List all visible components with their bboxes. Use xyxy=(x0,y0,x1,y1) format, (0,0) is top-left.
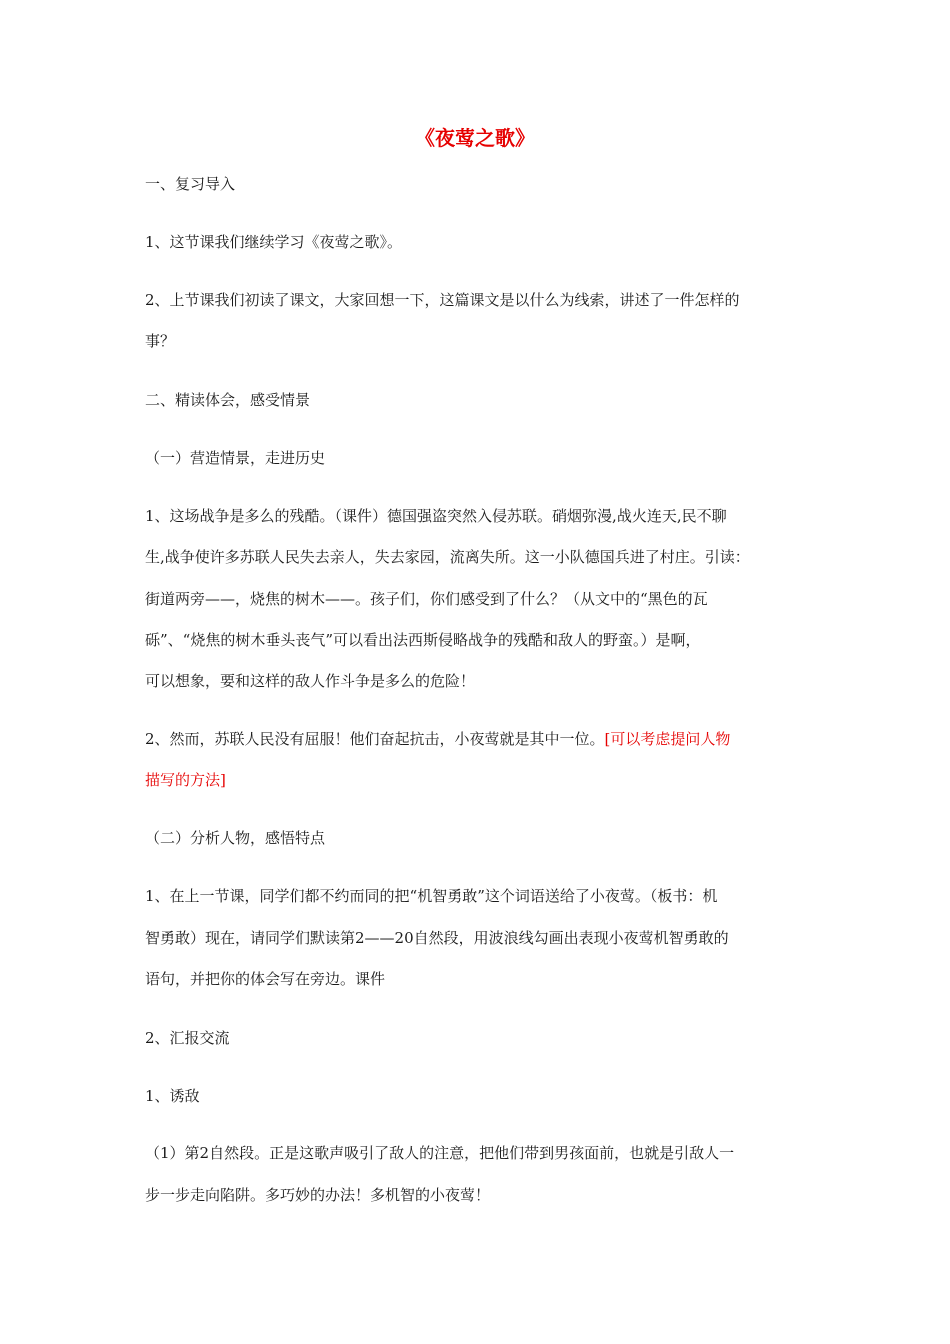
paragraph-line: 2、汇报交流 xyxy=(145,1029,230,1047)
teacher-note: 描写的方法] xyxy=(145,771,226,789)
paragraph-line: 智勇敢）现在，请同学们默读第2——20自然段，用波浪线勾画出表现小夜莺机智勇敢的 xyxy=(145,929,729,947)
paragraph-text: 2、然而，苏联人民没有屈服！他们奋起抗击，小夜莺就是其中一位。 xyxy=(145,730,605,748)
section-heading: 一、复习导入 xyxy=(145,175,236,193)
paragraph-line: 1、诱敌 xyxy=(145,1087,200,1105)
section-heading: 二、精读体会，感受情景 xyxy=(145,391,311,409)
paragraph-line: 1、在上一节课，同学们都不约而同的把“机智勇敢”这个词语送给了小夜莺。（板书：机 xyxy=(145,887,718,905)
paragraph-line: 2、上节课我们初读了课文，大家回想一下，这篇课文是以什么为线索，讲述了一件怎样的 xyxy=(145,291,740,309)
paragraph-line: 1、这节课我们继续学习《夜莺之歌》。 xyxy=(145,233,403,251)
paragraph-line: （1）第2自然段。正是这歌声吸引了敌人的注意，把他们带到男孩面前，也就是引敌人一 xyxy=(145,1144,735,1162)
teacher-note: [可以考虑提问人物 xyxy=(604,730,731,748)
paragraph-line xyxy=(145,719,815,760)
paragraph-line: 步一步走向陷阱。多巧妙的办法！多机智的小夜莺！ xyxy=(145,1186,491,1204)
paragraph-line: 砾”、“烧焦的树木垂头丧气”可以看出法西斯侵略战争的残酷和敌人的野蛮。）是啊， xyxy=(145,631,701,649)
paragraph-line: 生,战争使许多苏联人民失去亲人，失去家园，流离失所。这一小队德国兵进了村庄。引读： xyxy=(145,548,750,566)
paragraph-line: 语句，并把你的体会写在旁边。课件 xyxy=(145,970,386,988)
paragraph-line: 街道两旁——，烧焦的树木——。孩子们，你们感受到了什么？（从文中的“黑色的瓦 xyxy=(145,590,708,608)
document-title: 《夜莺之歌》 xyxy=(415,126,535,150)
paragraph-line: 可以想象，要和这样的敌人作斗争是多么的危险！ xyxy=(145,672,476,690)
subsection-heading: （二）分析人物，感悟特点 xyxy=(145,829,326,847)
paragraph-line: 1、这场战争是多么的残酷。（课件）德国强盗突然入侵苏联。硝烟弥漫,战火连天,民不聊 xyxy=(145,507,727,525)
paragraph-line: 事？ xyxy=(145,332,176,350)
subsection-heading: （一）营造情景，走进历史 xyxy=(145,449,326,467)
